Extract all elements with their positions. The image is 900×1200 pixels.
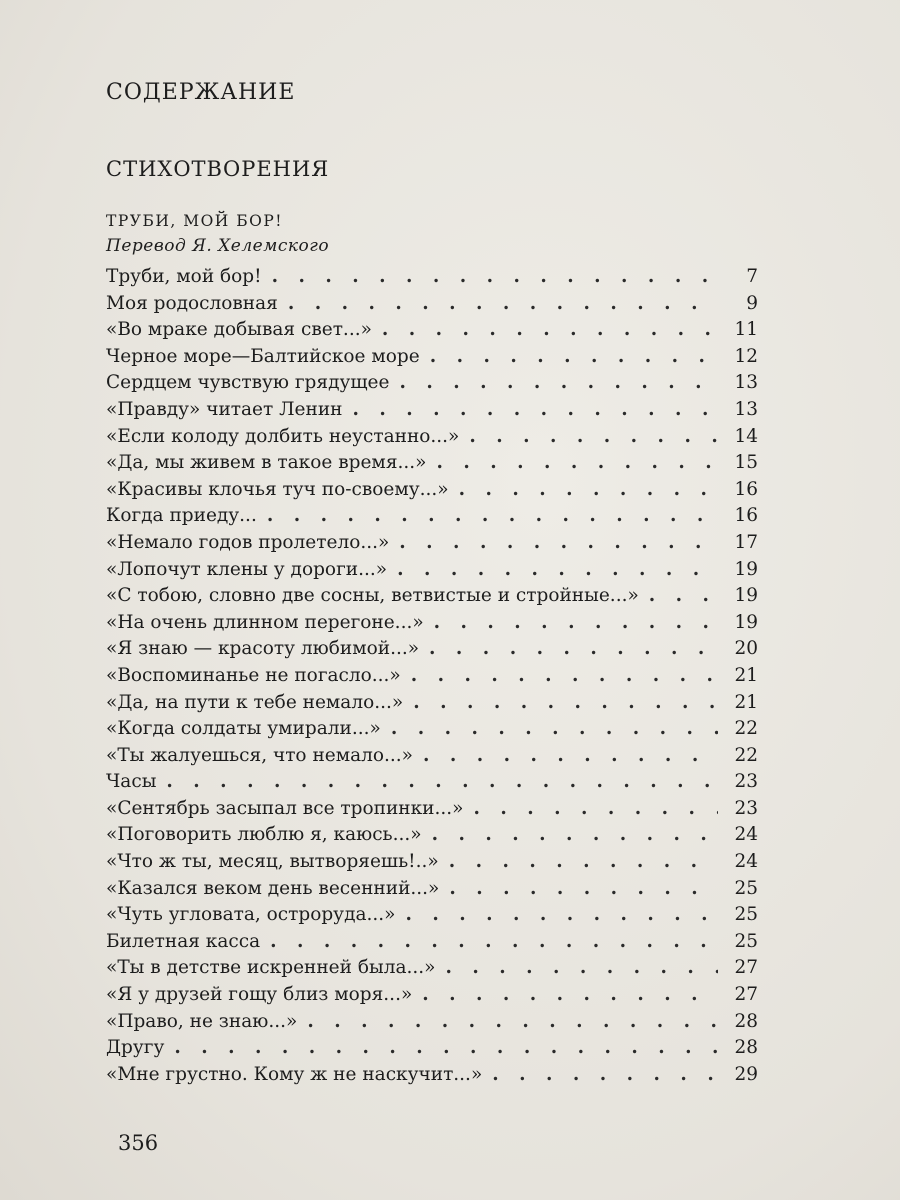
leader-dots xyxy=(449,878,718,899)
toc-entry xyxy=(106,931,758,958)
toc-entry-page: 27 xyxy=(734,984,758,1006)
toc-entry-page: 20 xyxy=(734,638,758,660)
toc-entry-title: Когда приеду... xyxy=(106,505,257,527)
toc-entry-title: «Во мраке добывая свет...» xyxy=(106,319,372,341)
toc-entry xyxy=(106,665,758,692)
leader-dots xyxy=(492,1064,718,1085)
toc-entry-title: Другу xyxy=(106,1037,165,1059)
toc-entry-page: 7 xyxy=(746,266,758,287)
toc-entry xyxy=(106,824,758,851)
leader-dots xyxy=(352,399,718,420)
leader-dots xyxy=(270,931,718,952)
leader-dots xyxy=(391,718,718,739)
toc-entry xyxy=(106,984,758,1011)
toc-entry-page: 19 xyxy=(734,611,758,633)
toc-entry xyxy=(106,559,758,586)
toc-entry-page: 28 xyxy=(734,1010,758,1032)
toc-entry-page: 22 xyxy=(734,718,758,740)
toc-entry-title: Черное море—Балтийское море xyxy=(106,345,420,367)
toc-entry-page: 25 xyxy=(734,930,758,952)
section-heading: СТИХОТВОРЕНИЯ xyxy=(106,157,330,181)
toc-entry-title: «Красивы клочья туч по-своему...» xyxy=(106,478,449,500)
leader-dots xyxy=(413,692,718,713)
leader-dots xyxy=(469,426,718,447)
toc-entry-title: «Я у друзей гощу близ моря...» xyxy=(106,984,413,1006)
toc-entry xyxy=(106,479,758,506)
leader-dots xyxy=(272,266,718,287)
toc-entry xyxy=(106,957,758,984)
toc-entry xyxy=(106,505,758,532)
toc-entry xyxy=(106,266,758,293)
leader-dots xyxy=(307,1011,718,1032)
cycle-title: ТРУБИ, МОЙ БОР! xyxy=(106,212,284,230)
toc-entry xyxy=(106,293,758,320)
toc-entry xyxy=(106,532,758,559)
toc-list xyxy=(106,266,758,1090)
toc-entry-title: «Право, не знаю...» xyxy=(106,1010,298,1032)
toc-entry xyxy=(106,851,758,878)
toc-entry-page: 16 xyxy=(734,505,758,527)
toc-entry-title: Моя родословная xyxy=(106,292,278,314)
toc-entry-page: 25 xyxy=(734,904,758,926)
toc-entry-title: «С тобою, словно две сосны, ветвистые и стройные...» xyxy=(106,585,639,607)
toc-entry-title: «Лопочут клены у дороги...» xyxy=(106,558,388,580)
leader-dots xyxy=(449,851,718,872)
toc-entry-title: Часы xyxy=(106,771,157,793)
toc-entry-page: 25 xyxy=(734,877,758,899)
toc-entry-page: 9 xyxy=(746,292,758,314)
toc-entry-title: «Правду» читает Ленин xyxy=(106,398,343,420)
toc-entry xyxy=(106,1011,758,1038)
toc-entry xyxy=(106,1037,758,1064)
toc-entry-page: 27 xyxy=(734,957,758,979)
leader-dots xyxy=(423,745,718,766)
toc-entry-page: 29 xyxy=(734,1063,758,1085)
toc-entry-page: 14 xyxy=(734,425,758,447)
toc-entry xyxy=(106,745,758,772)
toc-entry-page: 24 xyxy=(734,824,758,846)
toc-entry-title: Труби, мой бор! xyxy=(106,266,262,287)
toc-entry xyxy=(106,1064,758,1091)
toc-entry-page: 12 xyxy=(734,345,758,367)
toc-entry-title: «Когда солдаты умирали...» xyxy=(106,718,381,740)
leader-dots xyxy=(397,559,718,580)
leader-dots xyxy=(405,904,718,925)
toc-entry-title: «Что ж ты, месяц, вытворяешь!..» xyxy=(106,851,439,873)
leader-dots xyxy=(430,346,718,367)
toc-entry-title: «Ты жалуешься, что немало...» xyxy=(106,744,413,766)
leader-dots xyxy=(267,505,718,526)
toc-entry-title: «Ты в детстве искренней была...» xyxy=(106,957,436,979)
leader-dots xyxy=(166,771,718,792)
toc-entry xyxy=(106,638,758,665)
toc-entry-title: «Казался веком день весенний...» xyxy=(106,877,440,899)
leader-dots xyxy=(436,452,718,473)
toc-entry xyxy=(106,798,758,825)
toc-entry xyxy=(106,452,758,479)
toc-entry-page: 21 xyxy=(734,664,758,686)
toc-entry-page: 23 xyxy=(734,771,758,793)
toc-entry-page: 17 xyxy=(734,531,758,553)
leader-dots xyxy=(429,638,718,659)
leader-dots xyxy=(649,585,718,606)
toc-entry-title: «Я знаю — красоту любимой...» xyxy=(106,638,420,660)
leader-dots xyxy=(473,798,718,819)
toc-entry-title: «Сентябрь засыпал все тропинки...» xyxy=(106,797,464,819)
toc-entry xyxy=(106,771,758,798)
toc-entry-page: 19 xyxy=(734,585,758,607)
toc-entry xyxy=(106,878,758,905)
toc-entry-page: 19 xyxy=(734,558,758,580)
toc-entry-page: 16 xyxy=(734,478,758,500)
toc-entry-page: 13 xyxy=(734,398,758,420)
toc-entry-title: «На очень длинном перегоне...» xyxy=(106,611,424,633)
contents-heading: СОДЕРЖАНИЕ xyxy=(106,80,296,105)
toc-entry xyxy=(106,372,758,399)
toc-entry-title: «Поговорить люблю я, каюсь...» xyxy=(106,824,422,846)
leader-dots xyxy=(382,319,718,340)
toc-entry-page: 28 xyxy=(734,1037,758,1059)
leader-dots xyxy=(459,479,718,500)
toc-entry-page: 21 xyxy=(734,691,758,713)
leader-dots xyxy=(434,612,718,633)
toc-entry xyxy=(106,319,758,346)
leader-dots xyxy=(174,1037,718,1058)
toc-entry xyxy=(106,612,758,639)
leader-dots xyxy=(422,984,718,1005)
toc-entry xyxy=(106,718,758,745)
toc-entry-title: «Воспоминанье не погасло...» xyxy=(106,664,401,686)
translator-credit: Перевод Я. Хелемского xyxy=(106,236,330,256)
toc-entry xyxy=(106,585,758,612)
leader-dots xyxy=(288,293,718,314)
page-number: 356 xyxy=(118,1131,159,1155)
toc-entry xyxy=(106,399,758,426)
toc-entry-title: «Немало годов пролетело...» xyxy=(106,531,390,553)
toc-entry xyxy=(106,904,758,931)
toc-entry xyxy=(106,426,758,453)
leader-dots xyxy=(399,372,718,393)
toc-entry-page: 13 xyxy=(734,372,758,394)
leader-dots xyxy=(432,824,718,845)
toc-entry-page: 23 xyxy=(734,797,758,819)
toc-entry-page: 24 xyxy=(734,851,758,873)
toc-entry-title: Билетная касса xyxy=(106,930,261,952)
toc-entry-page: 15 xyxy=(734,452,758,474)
toc-entry-title: «Да, мы живем в такое время...» xyxy=(106,452,427,474)
toc-entry-title: «Мне грустно. Кому ж не наскучит...» xyxy=(106,1063,483,1085)
toc-entry-title: Сердцем чувствую грядущее xyxy=(106,372,390,394)
toc-entry xyxy=(106,692,758,719)
toc-entry xyxy=(106,346,758,373)
toc-entry-title: «Да, на пути к тебе немало...» xyxy=(106,691,404,713)
toc-entry-page: 11 xyxy=(734,319,758,341)
toc-entry-title: «Если колоду долбить неустанно...» xyxy=(106,425,460,447)
toc-entry-page: 22 xyxy=(734,744,758,766)
leader-dots xyxy=(399,532,718,553)
leader-dots xyxy=(411,665,718,686)
leader-dots xyxy=(445,957,718,978)
toc-entry-title: «Чуть угловата, остроруда...» xyxy=(106,904,396,926)
